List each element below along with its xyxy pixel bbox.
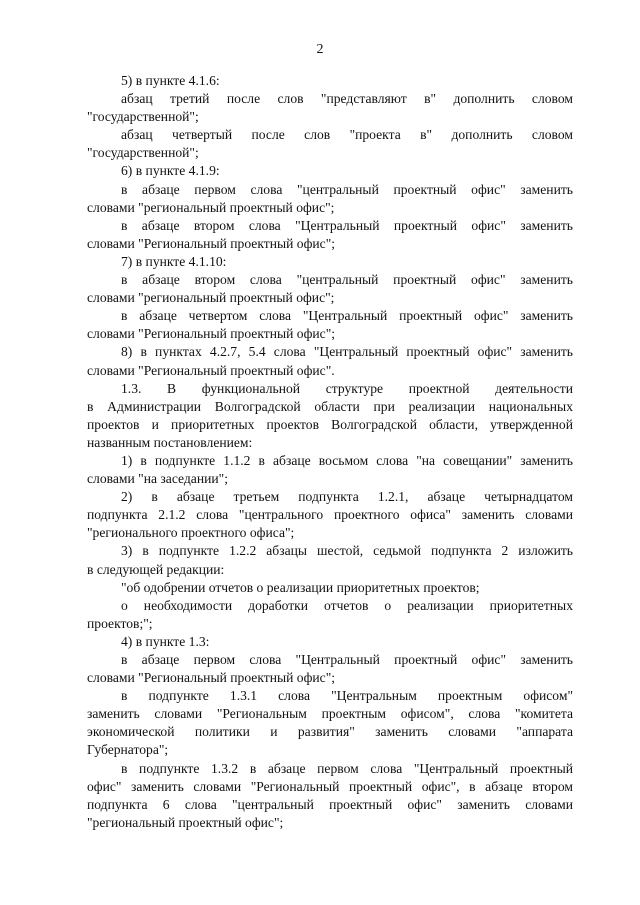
paragraph <box>87 253 573 271</box>
text-line: 5) в пункте 4.1.6: <box>121 73 220 88</box>
paragraph <box>87 72 573 90</box>
text-line: абзац четвертый после слов "проекта в" дополнить словом <box>121 127 573 143</box>
text-line: "государственной"; <box>87 145 199 161</box>
text-line: Губернатора"; <box>87 742 169 758</box>
paragraph <box>87 452 573 488</box>
text-line: 1.3. В функциональной структуре проектной деятельности <box>121 380 573 396</box>
text-line: словами "Региональный проектный офис"; <box>87 235 336 251</box>
text-line: подпункта 2.1.2 слова "центрального проектного офиса" заменить словами <box>87 507 573 523</box>
text-line: в абзаце первом слова "центральный проектный офис" заменить <box>121 181 573 197</box>
text-line: 3) в подпункте 1.2.2 абзацы шестой, седьмой подпункта 2 изложить <box>121 543 573 559</box>
paragraph <box>87 760 573 832</box>
text-line: абзац третий после слов "представляют в" дополнить словом <box>121 91 573 107</box>
page-number: 2 <box>316 42 324 57</box>
text-line: в подпункте 1.3.2 в абзаце первом слова "Центральный проектный <box>121 760 573 776</box>
text-line: в подпункте 1.3.1 слова "Центральным проектным офисом" <box>121 688 573 704</box>
paragraph <box>87 181 573 217</box>
paragraph <box>87 90 573 126</box>
text-line: словами "на заседании"; <box>87 471 228 487</box>
paragraph <box>87 597 573 633</box>
text-line: проектов и приоритетных проектов Волгоградской области, утвержденной <box>87 416 573 432</box>
text-line: словами "Региональный проектный офис". <box>87 362 335 378</box>
text-line: "регионального проектного офиса"; <box>87 525 295 541</box>
text-line: словами "региональный проектный офис"; <box>87 290 335 306</box>
paragraph <box>87 126 573 162</box>
paragraph <box>87 542 573 578</box>
text-line: словами "Региональный проектный офис"; <box>87 670 336 686</box>
document-body <box>87 72 573 832</box>
text-line: словами "Региональный проектный офис"; <box>87 326 336 342</box>
text-line: 2) в абзаце третьем подпункта 1.2.1, абзаце четырнадцатом <box>121 489 573 505</box>
paragraph <box>87 380 573 452</box>
paragraph <box>87 307 573 343</box>
paragraph <box>87 343 573 379</box>
paragraph <box>87 217 573 253</box>
text-line: "государственной"; <box>87 109 199 125</box>
text-line: "региональный проектный офис"; <box>87 814 284 830</box>
text-line: в абзаце втором слова "Центральный проектный офис" заменить <box>121 217 573 233</box>
text-line: заменить словами "Региональным проектным офисом", слова "комитета <box>87 706 573 722</box>
paragraph <box>87 162 573 180</box>
text-line: в абзаце четвертом слова "Центральный проектный офис" заменить <box>121 308 573 324</box>
text-line: проектов;"; <box>87 615 153 631</box>
paragraph <box>87 488 573 542</box>
text-line: в абзаце первом слова "Центральный проектный офис" заменить <box>121 652 573 667</box>
text-line: экономической политики и развития" заменить словами "аппарата <box>87 724 573 740</box>
paragraph <box>87 651 573 687</box>
text-line: 7) в пункте 4.1.10: <box>121 253 227 269</box>
text-line: 4) в пункте 1.3: <box>121 633 210 649</box>
text-line: 1) в подпункте 1.1.2 в абзаце восьмом слова "на совещании" заменить <box>121 452 573 468</box>
text-line: подпункта 6 слова "центральный проектный офис" заменить словами <box>87 796 573 812</box>
text-line: 6) в пункте 4.1.9: <box>121 163 220 179</box>
paragraph <box>87 633 573 651</box>
text-line: о необходимости доработки отчетов о реализации приоритетных <box>121 597 573 613</box>
paragraph <box>87 687 573 759</box>
paragraph <box>87 271 573 307</box>
text-line: "об одобрении отчетов о реализации приоритетных проектов; <box>121 579 480 595</box>
text-line: в следующей редакции: <box>87 561 225 577</box>
text-line: в Администрации Волгоградской области при реализации национальных <box>87 398 573 414</box>
text-line: офис" заменить словами "Региональный проектный офис", в абзаце втором <box>87 778 573 794</box>
text-line: 8) в пунктах 4.2.7, 5.4 слова "Центральный проектный офис" заменить <box>121 344 573 360</box>
text-line: в абзаце втором слова "центральный проектный офис" заменить <box>121 272 573 288</box>
paragraph <box>87 579 573 597</box>
text-line: словами "региональный проектный офис"; <box>87 199 335 215</box>
text-line: названным постановлением: <box>87 434 253 450</box>
